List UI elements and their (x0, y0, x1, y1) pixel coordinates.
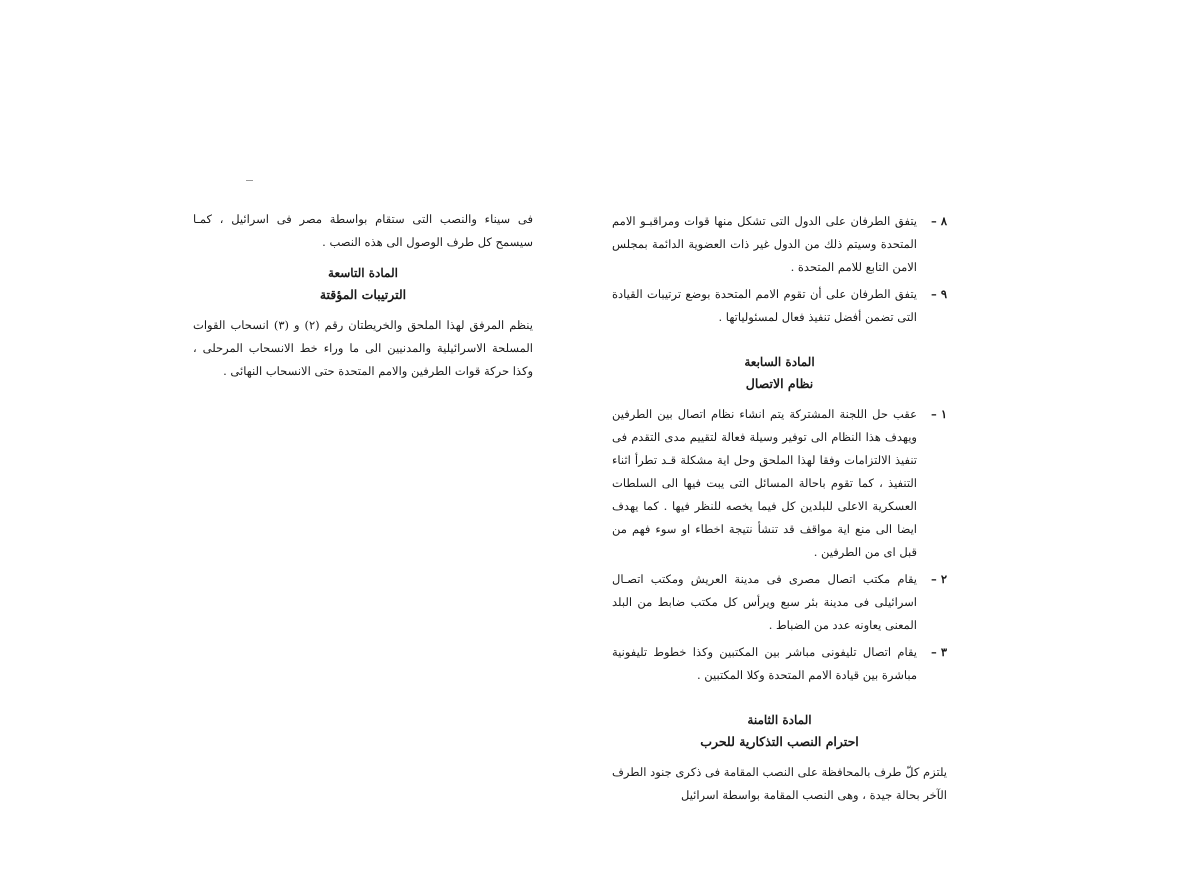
article-8-title: المادة الثامنة (747, 713, 812, 727)
item-text: يقام اتصال تليفونى مباشر بين المكتبين وكذا خطوط تليفونية مباشرة بين قيادة الامم المتحدة وكلا المكتبين . (612, 645, 917, 682)
left-column (193, 208, 533, 383)
right-column (612, 210, 947, 807)
article-8-subtitle: احترام النصب التذكارية للحرب (700, 734, 859, 749)
article-8-text: يلتزم كلّ طرف بالمحافظة على النصب المقامة فى ذكرى جنود الطرف الآخر بحالة جيدة ، وهى النصب المقامة بواسطة اسرائيل (612, 765, 947, 802)
item-text: يقام مكتب اتصال مصرى فى مدينة العريش ومكتب اتصـال اسرائيلى فى مدينة بئر سبع ويرأس كل مكتب ضابط من البلد المعنى يعاونه عدد من الضباط . (612, 572, 917, 632)
list-item (612, 568, 947, 637)
list-item (612, 641, 947, 687)
list-item (612, 283, 947, 329)
item-number: ٣ – (931, 645, 947, 659)
item-text: يتفق الطرفان على الدول التى تشكل منها قوات ومراقبـو الامم المتحدة وسيتم ذلك من الدول غير ذات العضوية الدائمة بمجلس الامن التابع للامم المتحدة . (612, 214, 917, 274)
article-9-text: ينظم المرفق لهذا الملحق والخريطتان رقم (٢) و (٣) انسحاب القوات المسلحة الاسرائيلية والمدنيين الى ما وراء خط الانسحاب المرحلى ، وكذا حركة قوات الطرفين والامم المتحدة حتى الانسحاب النهائى . (193, 318, 533, 378)
item-number: ٨ – (931, 214, 947, 228)
item-text: عقب حل اللجنة المشتركة يتم انشاء نظام اتصال بين الطرفين ويهدف هذا النظام الى توفير وسيلة فعالة لتقييم مدى التقدم فى تنفيذ الالتزامات وفقا لهذا الملحق وحل اية مشكلة قـد تطرأ اثناء التنفيذ ، كما تقوم باحالة المسائل التى يبت فيها الى السلطات العسكرية الاعلى للبلدين كل فيما يخصه للنظر فيها . كما يهدف ايضا الى منع اية مواقف قد تنشأ نتيجة اخطاء او سوء فهم من قبل اى من الطرفين . (612, 407, 917, 559)
article-9-subtitle: الترتيبات المؤقتة (319, 287, 407, 302)
scan-speck (246, 180, 253, 181)
item-number: ١ – (931, 407, 947, 421)
list-item (612, 210, 947, 279)
continuation-text: فى سيناء والنصب التى ستقام بواسطة مصر فى اسرائيل ، كمـا سيسمح كل طرف الوصول الى هذه النصب . (193, 212, 533, 249)
article-9-title: المادة التاسعة (328, 266, 398, 280)
article-7-subtitle: نظام الاتصال (745, 376, 814, 391)
item-number: ٢ – (931, 572, 947, 586)
article-7-title: المادة السابعة (744, 355, 815, 369)
item-number: ٩ – (931, 287, 947, 301)
item-text: يتفق الطرفان على أن تقوم الامم المتحدة بوضع ترتيبات القيادة التى تضمن أفضل تنفيذ فعال لمسئولياتها . (612, 287, 917, 324)
list-item (612, 403, 947, 564)
